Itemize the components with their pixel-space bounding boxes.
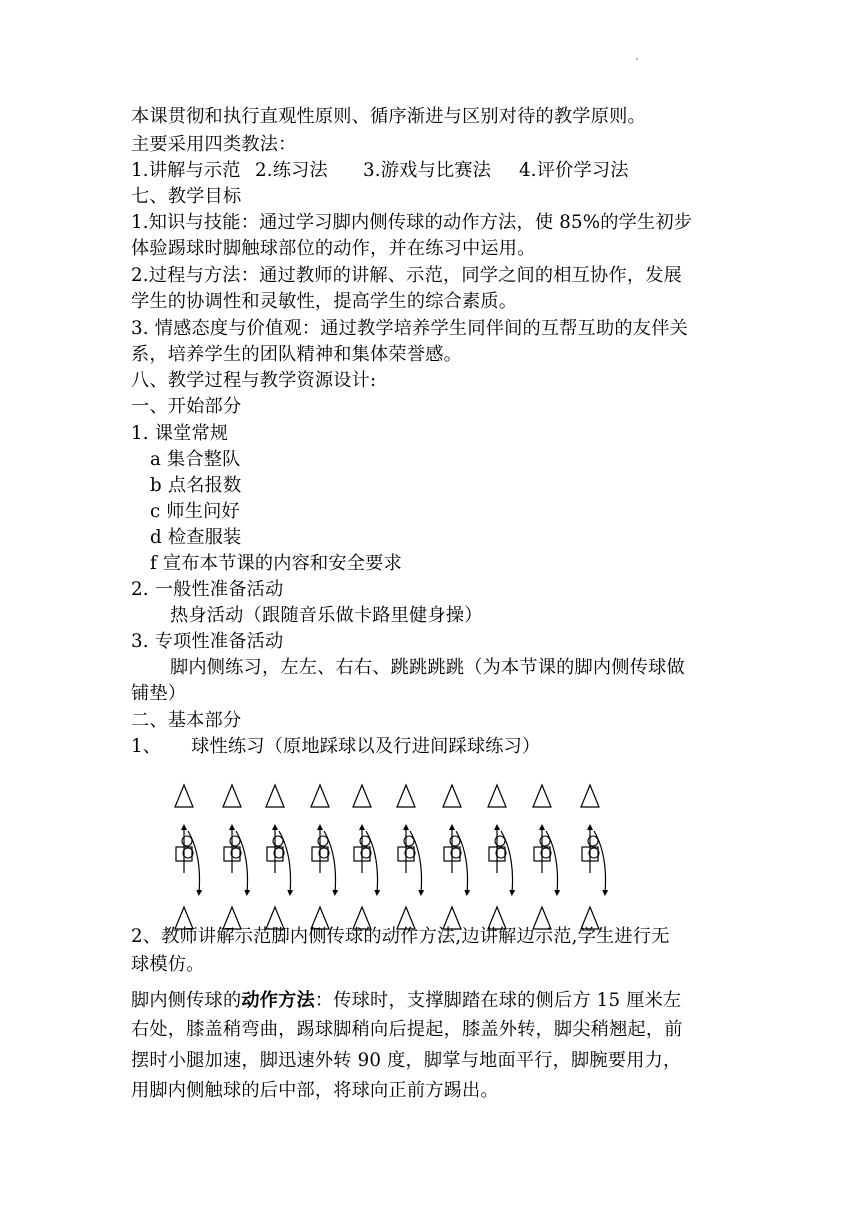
cone-top <box>397 785 415 807</box>
arrow-curve <box>410 831 422 893</box>
cone-top <box>175 785 193 807</box>
cone-top <box>311 785 329 807</box>
general-prep-text: 热身活动（跟随音乐做卡路里健身操） <box>170 605 483 626</box>
arrow-curve <box>236 831 248 893</box>
page-dot <box>636 58 638 60</box>
arrow-curve <box>594 831 606 893</box>
arrow-curve <box>366 831 378 893</box>
ball-practice-heading: 1、 球性练习（原地踩球以及行进间踩球练习） <box>131 736 541 757</box>
action-rest: ：传球时，支撑脚踏在球的侧后方 15 厘米左 <box>314 990 682 1011</box>
special-prep-text-1: 脚内侧练习，左左、右右、跳跳跳跳（为本节课的脚内侧传球做 <box>170 657 685 678</box>
part-2-heading: 二、基本部分 <box>131 710 242 731</box>
method-1: 1.讲解与示范 <box>131 160 241 181</box>
arrow-curve <box>456 831 468 893</box>
routine-heading: 1. 课堂常规 <box>131 423 229 444</box>
action-line-2: 右处，膝盖稍弯曲，踢球脚稍向后提起，膝盖外转，脚尖稍翘起，前 <box>131 1019 683 1040</box>
special-prep-text-2: 铺垫） <box>131 683 187 704</box>
goal-3-line-2: 系，培养学生的团队精神和集体荣誉感。 <box>131 344 462 365</box>
routine-f: f 宣布本节课的内容和安全要求 <box>150 553 402 574</box>
demo-line-2: 球模仿。 <box>131 954 205 975</box>
cone-top <box>223 785 241 807</box>
arrow-curve <box>501 831 513 893</box>
goal-1-line-2: 体验踢球时脚触球部位的动作，并在练习中运用。 <box>131 238 536 259</box>
general-prep-heading: 2. 一般性准备活动 <box>131 579 284 600</box>
arrow-curve <box>279 831 291 893</box>
cone-top <box>353 785 371 807</box>
methods-list <box>131 158 629 184</box>
cone-top <box>266 785 284 807</box>
arrow-curve <box>546 831 558 893</box>
method-3: 3.游戏与比赛法 <box>363 160 492 181</box>
routine-c: c 师生问好 <box>150 501 240 522</box>
action-line-3: 摆时小腿加速，脚迅速外转 90 度，脚掌与地面平行，脚腕要用力， <box>131 1050 682 1071</box>
cone-top <box>488 785 506 807</box>
special-prep-heading: 3. 专项性准备活动 <box>131 631 284 652</box>
arrow-curve <box>188 831 200 893</box>
routine-b: b 点名报数 <box>150 475 242 496</box>
action-prefix: 脚内侧传球的 <box>131 990 242 1011</box>
action-line-1 <box>131 988 681 1014</box>
cone-top <box>443 785 461 807</box>
cone-top <box>533 785 551 807</box>
goal-3-line-1: 3. 情感态度与价值观：通过教学培养学生同伴间的互帮互助的友伴关 <box>131 318 688 339</box>
goal-2-line-1: 2.过程与方法：通过教师的讲解、示范，同学之间的相互协作，发展 <box>131 265 682 286</box>
routine-d: d 检查服装 <box>150 527 242 548</box>
routine-a: a 集合整队 <box>150 449 241 470</box>
demo-line-1: 2、教师讲解示范脚内侧传球的动作方法,边讲解边示范,学生进行无 <box>131 926 670 947</box>
method-2: 2.练习法 <box>255 160 328 181</box>
method-4: 4.评价学习法 <box>519 160 629 181</box>
goal-1-line-1: 1.知识与技能：通过学习脚内侧传球的动作方法，使 85%的学生初步 <box>131 212 693 233</box>
principle-line: 本课贯彻和执行直观性原则、循序渐进与区别对待的教学原则。 <box>131 106 646 127</box>
action-bold: 动作方法 <box>241 990 315 1011</box>
part-1-heading: 一、开始部分 <box>131 396 242 417</box>
action-line-4: 用脚内侧触球的后中部，将球向正前方踢出。 <box>131 1080 499 1101</box>
goal-2-line-2: 学生的协调性和灵敏性，提高学生的综合素质。 <box>131 291 518 312</box>
cone-top <box>581 785 599 807</box>
section-7-heading: 七、教学目标 <box>131 186 242 207</box>
methods-intro: 主要采用四类教法： <box>131 134 297 155</box>
section-8-heading: 八、教学过程与教学资源设计: <box>131 370 377 391</box>
arrow-curve <box>324 831 336 893</box>
